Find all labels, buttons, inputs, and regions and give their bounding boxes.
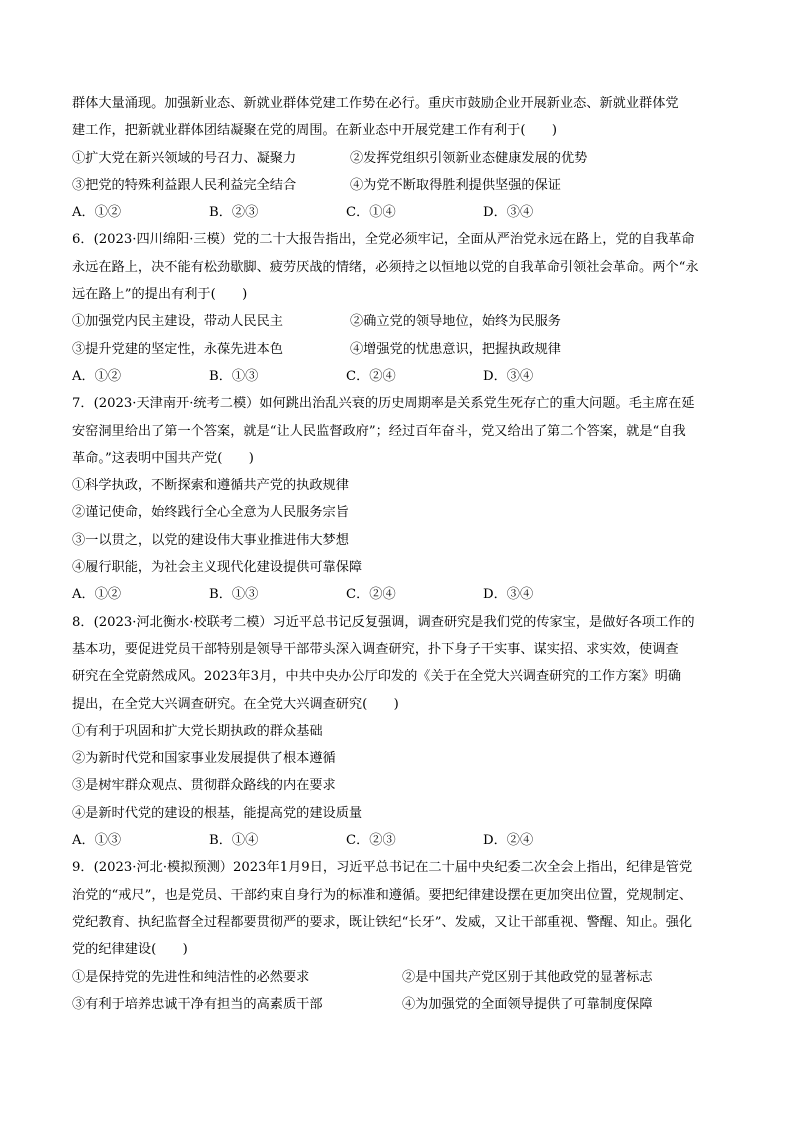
question-stem-line: 建工作，把新就业群体团结凝聚在党的周围。在新业态中开展党建工作有利于( ) — [72, 123, 558, 139]
choice-b: B．①④ — [209, 833, 259, 849]
statement-4: ④是新时代党的建设的根基，能提高党的建设质量 — [72, 805, 363, 821]
choice-d: D．③④ — [483, 587, 534, 603]
statement-3: ③把党的特殊利益跟人民利益完全结合 — [72, 177, 297, 193]
statement-2: ②为新时代党和国家事业发展提供了根本遵循 — [72, 751, 336, 767]
statement-1: ①扩大党在新兴领域的号召力、凝聚力 — [72, 150, 297, 166]
question-8 — [72, 609, 732, 855]
choice-d: D．②④ — [483, 833, 534, 849]
statement-2: ②谨记使命，始终践行全心全意为人民服务宗旨 — [72, 505, 349, 521]
statement-1: ①是保持党的先进性和纯洁性的必然要求 — [72, 969, 310, 985]
answer-choices — [72, 363, 732, 390]
question-stem-line: 革命。”这表明中国共产党( ) — [72, 450, 254, 466]
choice-b: B．①③ — [209, 587, 259, 603]
choice-d: D．③④ — [483, 368, 534, 384]
page-content — [72, 90, 732, 1018]
statement-1: ①科学执政，不断探索和遵循共产党的执政规律 — [72, 478, 349, 494]
choice-a: A．①② — [72, 587, 122, 603]
choice-a: A．①② — [72, 205, 122, 221]
statement-row — [72, 336, 732, 363]
statement-row — [72, 145, 732, 172]
question-stem-line: 6．(2023·四川绵阳·三模）党的二十大报告指出，全党必须牢记，全面从严治党永远在路上，党的自我革命 — [72, 232, 695, 248]
question-stem-line: 群体大量涌现。加强新业态、新就业群体党建工作势在必行。重庆市鼓励企业开展新业态、新就业群体党 — [72, 96, 679, 111]
question-stem-line: 研究在全党蔚然成风。2023年3月，中共中央办公厅印发的《关于在全党大兴调查研究的工作方案》明确 — [72, 669, 682, 685]
question-stem-line: 提出，在全党大兴调查研究。在全党大兴调查研究( ) — [72, 696, 399, 712]
statement-2: ②是中国共产党区别于其他政党的显著标志 — [402, 969, 653, 985]
question-5 — [72, 90, 732, 226]
choice-a: A．①③ — [72, 833, 122, 849]
statement-row — [72, 964, 732, 991]
statement-row — [72, 308, 732, 335]
statement-3: ③有利于培养忠诚干净有担当的高素质干部 — [72, 996, 323, 1012]
question-stem-line: 安窑洞里给出了第一个答案，就是“让人民监督政府”；经过百年奋斗，党又给出了第二个答案，就是“自我 — [72, 423, 686, 439]
choice-c: C．②③ — [346, 833, 396, 849]
choice-b: B．②③ — [209, 205, 259, 221]
question-6 — [72, 226, 732, 390]
question-stem-line: 基本功，要促进党员干部特别是领导干部带头深入调查研究，扑下身子干实事、谋实招、求实效，使调查 — [72, 641, 679, 657]
question-stem-line: 9．(2023·河北·模拟预测）2023年1月9日，习近平总书记在二十届中央纪委二次全会上指出，纪律是管党 — [72, 860, 693, 876]
question-stem-line: 远在路上”的提出有利于( ) — [72, 287, 248, 303]
statement-4: ④为党不断取得胜利提供坚强的保证 — [350, 177, 561, 193]
question-9 — [72, 854, 732, 1018]
choice-b: B．①③ — [209, 368, 259, 384]
statement-4: ④增强党的忧患意识，把握执政规律 — [350, 341, 561, 357]
answer-choices — [72, 827, 732, 854]
question-stem-line: 党的纪律建设( ) — [72, 942, 188, 958]
statement-1: ①有利于巩固和扩大党长期执政的群众基础 — [72, 723, 323, 739]
statement-3: ③是树牢群众观点、贯彻群众路线的内在要求 — [72, 778, 336, 794]
statement-row — [72, 172, 732, 199]
statement-2: ②确立党的领导地位，始终为民服务 — [350, 314, 561, 330]
answer-choices — [72, 199, 732, 226]
statement-1: ①加强党内民主建设，带动人民民主 — [72, 314, 283, 330]
question-stem-line: 治党的“戒尺”，也是党员、干部约束自身行为的标准和遵循。要把纪律建设摆在更加突出位置，党规制定、 — [72, 887, 693, 903]
question-stem-line: 党纪教育、执纪监督全过程都要贯彻严的要求，既让铁纪“长牙”、发威，又让干部重视、警醒、知止。强化 — [72, 914, 693, 930]
statement-row — [72, 991, 732, 1018]
statement-3: ③一以贯之，以党的建设伟大事业推进伟大梦想 — [72, 532, 349, 548]
question-stem-line: 8．(2023·河北衡水·校联考二模）习近平总书记反复强调，调查研究是我们党的传家宝，是做好各项工作的 — [72, 614, 695, 630]
question-stem-line: 永远在路上，决不能有松劲歇脚、疲劳厌战的情绪，必须持之以恒地以党的自我革命引领社会革命。两个“永 — [72, 259, 699, 275]
choice-d: D．③④ — [483, 205, 534, 221]
statement-4: ④履行职能，为社会主义现代化建设提供可靠保障 — [72, 560, 363, 576]
answer-choices — [72, 581, 732, 608]
choice-a: A．①② — [72, 368, 122, 384]
question-stem-line: 7．(2023·天津南开·统考二模）如何跳出治乱兴衰的历史周期率是关系党生死存亡的重大问题。毛主席在延 — [72, 396, 695, 412]
statement-2: ②发挥党组织引领新业态健康发展的优势 — [350, 150, 588, 166]
question-7 — [72, 390, 732, 608]
choice-c: C．①④ — [346, 205, 396, 221]
statement-3: ③提升党建的坚定性，永葆先进本色 — [72, 341, 283, 357]
choice-c: C．②④ — [346, 587, 396, 603]
choice-c: C．②④ — [346, 368, 396, 384]
statement-4: ④为加强党的全面领导提供了可靠制度保障 — [402, 996, 653, 1012]
